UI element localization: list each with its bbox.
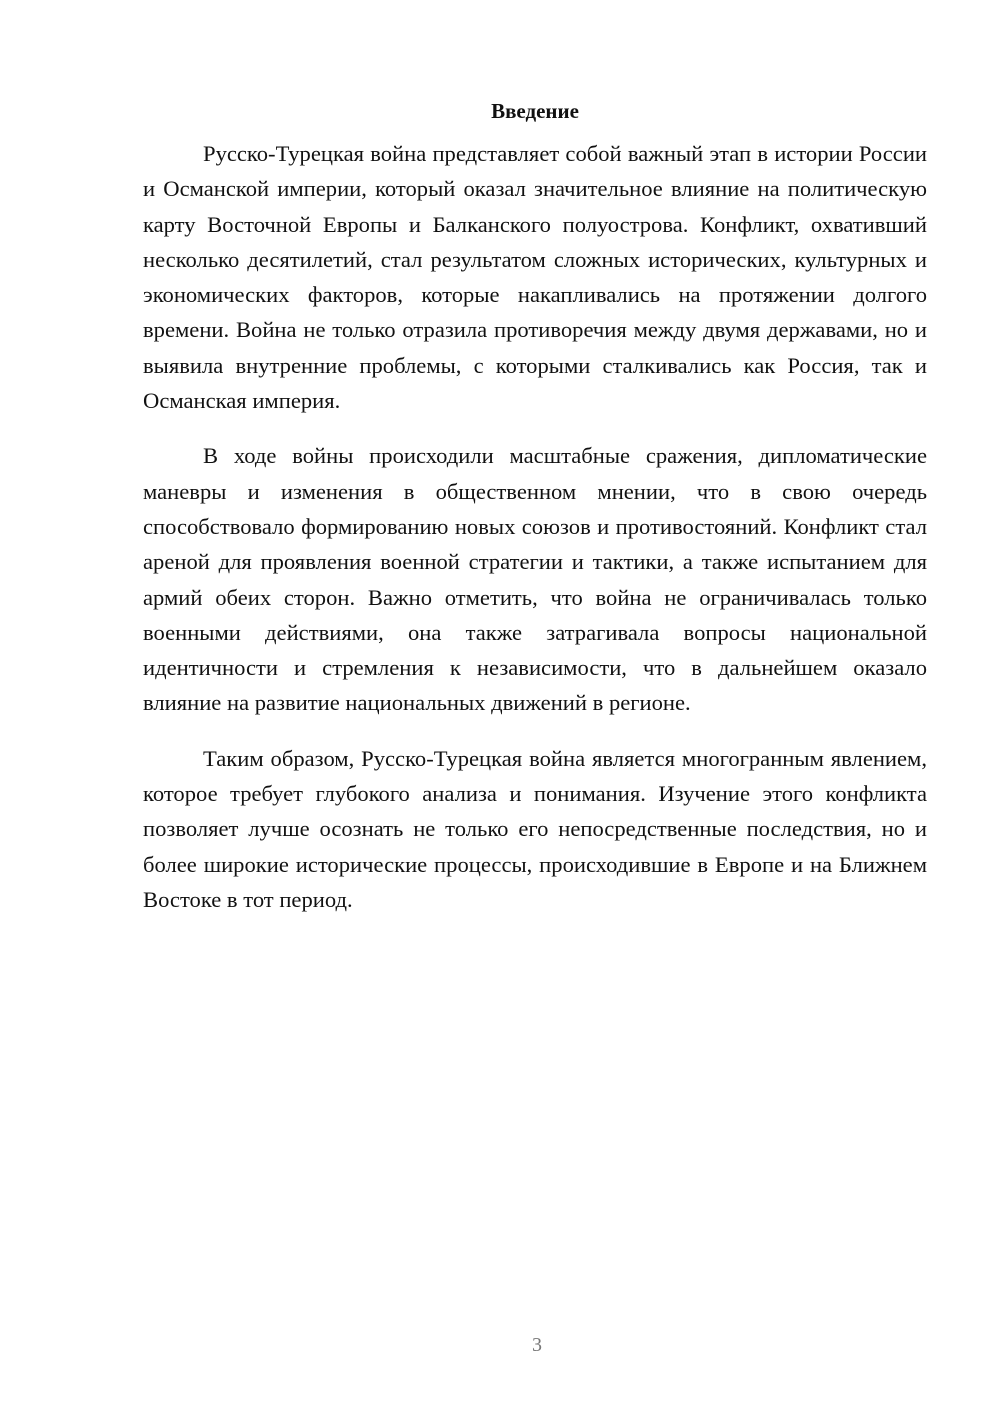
page-number: 3: [532, 1334, 542, 1356]
paragraph-1: Русско-Турецкая война представляет собой важный этап в истории России и Османской империи, который оказал значительное влияние на политическую карту Восточной Европы и Балканского полуострова. Конфликт, охвативший несколько десятилетий, стал результатом сложных исторических, культурных и экономических факторов, которые накапливались на протяжении долгого времени. Война не только отразила противоречия между двумя державами, но и выявила внутренние проблемы, с которыми сталкивались как Россия, так и Османская империя.: [143, 141, 927, 414]
section-title: Введение: [491, 99, 579, 123]
paragraph-2: В ходе войны происходили масштабные сражения, дипломатические маневры и изменения в общественном мнении, что в свою очередь способствовало формированию новых союзов и противостояний. Конфликт стал ареной для проявления военной стратегии и тактики, а также испытанием для армий обеих сторон. Важно отметить, что война не ограничивалась только военными действиями, она также затрагивала вопросы национальной идентичности и стремления к независимости, что в дальнейшем оказало влияние на развитие национальных движений в регионе.: [143, 443, 927, 716]
paragraph-3: Таким образом, Русско-Турецкая война является многогранным явлением, которое требует глубокого анализа и понимания. Изучение этого конфликта позволяет лучше осознать не только его непосредственные последствия, но и более широкие исторические процессы, происходившие в Европе и на Ближнем Востоке в тот период.: [143, 745, 927, 912]
document-body: [143, 96, 927, 937]
